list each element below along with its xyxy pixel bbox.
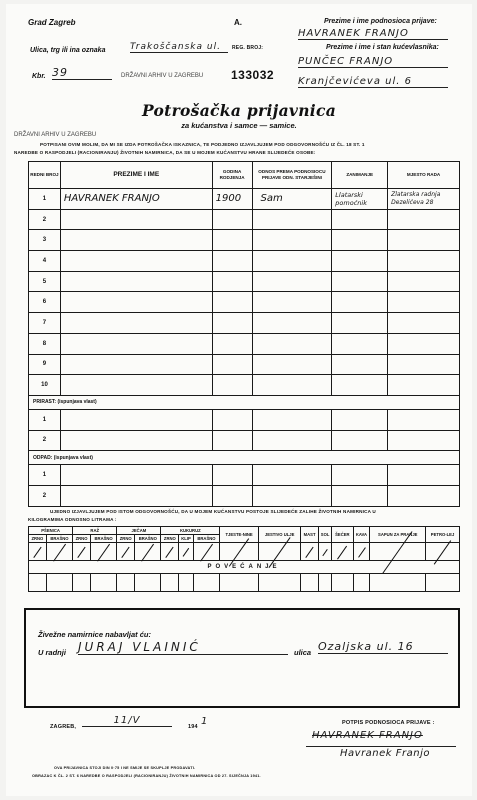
row-number: 1 [29, 189, 61, 210]
empty-cell [212, 292, 252, 313]
empty-cell [252, 465, 332, 486]
empty-cell [212, 354, 252, 375]
intro-text-2: NAREDBE O RASPODJELI (RACIONIRANJU) ŽIVOTNIH NAMIRNICA, DA SE U MOJEM KUĆANSTVU HRANE SLIJEDEĆE OSOBE: [14, 150, 316, 155]
empty-cell [332, 209, 388, 230]
supply-cell [353, 574, 370, 592]
table-row [29, 409, 460, 430]
empty-cell [212, 465, 252, 486]
table-row [29, 430, 460, 451]
table-header-row [29, 162, 460, 189]
empty-cell [60, 465, 212, 486]
empty-cell [388, 409, 460, 430]
form-letter: A. [234, 18, 242, 27]
empty-cell [388, 230, 460, 251]
supply-sub-label: ZRNO [117, 535, 135, 543]
empty-cell [332, 354, 388, 375]
table-row [29, 375, 460, 396]
footer-note-1: OVA PRIJAVNICA STOJI DIN 0·75 I NE SMIJE SE SKUPLJE PRODAVATI. [54, 766, 196, 770]
footer-note-2: OBRAZAC K ČL. 2 ST. 6 NAREDBE O RASPODJELI (RACIONIRANJU) ŽIVOTNIH NAMIRNICA OD 27. SIJEČNJA 1941. [32, 774, 261, 778]
empty-cell [332, 375, 388, 396]
supply-cell [161, 574, 179, 592]
year-prefix: 194 [188, 724, 198, 730]
reg-label: REG. BROJ: [232, 45, 264, 51]
supply-cell [46, 574, 72, 592]
empty-cell [252, 313, 332, 334]
applicant-label: Prezime i ime podnosioca prijave: [324, 18, 437, 25]
supply-group-barley: JEČAM [117, 527, 161, 535]
supply-sub-label: ZRNO [73, 535, 91, 543]
supply-cell [29, 574, 47, 592]
table-row [29, 333, 460, 354]
empty-cell [60, 292, 212, 313]
shop-label: U radnji [38, 648, 66, 657]
page-title: Potrošačka prijavnica [141, 101, 337, 120]
empty-cell [332, 485, 388, 506]
form-sheet [6, 4, 472, 796]
col-header-relation: ODNOS PREMA PODNOSIOCU PRIJAVE ODN. STARJEŠINI [252, 162, 332, 189]
empty-cell [332, 313, 388, 334]
row-number: 5 [29, 271, 61, 292]
supply-group-wheat: PŠENICA [29, 527, 73, 535]
empty-cell [212, 251, 252, 272]
empty-cell [332, 333, 388, 354]
supply-group-oil: JESTIVO ULJE [259, 527, 301, 543]
table-row [29, 209, 460, 230]
supply-cell [161, 543, 179, 561]
empty-cell [252, 333, 332, 354]
supplies-increase-row [29, 574, 460, 592]
member-relation: Sam [252, 189, 332, 210]
empty-cell [252, 251, 332, 272]
supply-sub-label: KLIP [179, 535, 194, 543]
street-value: Trakoščanska ul. [130, 42, 228, 53]
supply-cell [73, 574, 91, 592]
supply-cell [426, 574, 460, 592]
empty-cell [388, 271, 460, 292]
member-workplace: Zlatarska radnja Dezelićeva 28 [388, 189, 460, 210]
row-number: 2 [29, 430, 61, 451]
row-number: 1 [29, 409, 61, 430]
supply-group-petroleum: PETRO-LEJ [426, 527, 460, 543]
empty-cell [388, 251, 460, 272]
supply-group-lard: MAST [301, 527, 319, 543]
empty-cell [388, 333, 460, 354]
street-label: Ulica, trg ili ina oznaka [30, 47, 106, 54]
col-header-name: PREZIME I IME [60, 162, 212, 189]
archive-stamp-2: DRŽAVNI ARHIV U ZAGREBU [14, 132, 97, 138]
empty-cell [388, 430, 460, 451]
supply-cell [370, 543, 426, 561]
applicant-value: HAVRANEK FRANJO [298, 28, 448, 40]
empty-cell [252, 271, 332, 292]
member-year: 1900 [212, 189, 252, 210]
signature-line [306, 746, 456, 747]
supply-cell [135, 574, 161, 592]
date-value: 11/V [82, 715, 172, 727]
empty-cell [252, 375, 332, 396]
empty-cell [212, 230, 252, 251]
empty-cell [60, 430, 212, 451]
empty-cell [60, 333, 212, 354]
row-number: 1 [29, 465, 61, 486]
row-number: 9 [29, 354, 61, 375]
supplies-values-row [29, 543, 460, 561]
supplies-text-2: KILOGRAMIMA ODNOSNO LITRAMA : [28, 517, 117, 522]
row-number: 3 [29, 230, 61, 251]
supply-cell [220, 543, 259, 561]
empty-cell [332, 292, 388, 313]
house-value: 39 [52, 66, 112, 80]
supply-sub-label: ZRNO [29, 535, 47, 543]
empty-cell [252, 230, 332, 251]
archive-stamp: DRŽAVNI ARHIV U ZAGREBU [121, 73, 204, 79]
supply-cell [179, 574, 194, 592]
owner-address: Kranjčevićeva ul. 6 [298, 76, 448, 88]
empty-cell [60, 313, 212, 334]
city-label: Grad Zagreb [28, 18, 76, 27]
departure-section-label: ODPAD: (ispunjava vlast) [29, 451, 460, 465]
supply-group-salt: SOL [318, 527, 331, 543]
empty-cell [212, 375, 252, 396]
supply-cell [318, 543, 331, 561]
empty-cell [212, 313, 252, 334]
supply-cell [259, 574, 301, 592]
table-row [29, 292, 460, 313]
supply-sub-label: ZRNO [161, 535, 179, 543]
supply-cell [179, 543, 194, 561]
supply-cell [193, 543, 219, 561]
empty-cell [212, 485, 252, 506]
empty-cell [388, 292, 460, 313]
empty-cell [252, 485, 332, 506]
empty-cell [388, 209, 460, 230]
empty-cell [332, 465, 388, 486]
empty-cell [332, 230, 388, 251]
supply-cell [193, 574, 219, 592]
row-number: 7 [29, 313, 61, 334]
supply-cell [301, 574, 319, 592]
row-number: 4 [29, 251, 61, 272]
col-header-workplace: MJESTO RADA [388, 162, 460, 189]
reg-number: 133032 [231, 68, 275, 82]
row-number: 6 [29, 292, 61, 313]
table-row [29, 313, 460, 334]
empty-cell [60, 271, 212, 292]
empty-cell [388, 485, 460, 506]
purchase-box [24, 608, 460, 708]
row-number: 8 [29, 333, 61, 354]
empty-cell [212, 271, 252, 292]
shop-value: JURAJ VLAINIĆ [78, 640, 288, 655]
row-number: 2 [29, 485, 61, 506]
supply-cell [301, 543, 319, 561]
supply-cell [73, 543, 91, 561]
supply-group-soap: SAPUN ZA PRANJE [370, 527, 426, 543]
empty-cell [212, 430, 252, 451]
place-label: ZAGREB, [50, 724, 77, 730]
signature-print: HAVRANEK FRANJO [312, 730, 423, 741]
empty-cell [388, 354, 460, 375]
empty-cell [60, 354, 212, 375]
empty-cell [60, 485, 212, 506]
supply-group-coffee: KAVA [353, 527, 370, 543]
table-row [29, 271, 460, 292]
row-number: 10 [29, 375, 61, 396]
supply-group-rye: RAŽ [73, 527, 117, 535]
table-row [29, 230, 460, 251]
year-suffix: 1 [201, 716, 209, 727]
supply-cell [353, 543, 370, 561]
empty-cell [60, 230, 212, 251]
member-name: HAVRANEK FRANJO [60, 189, 212, 210]
owner-value: PUNČEC FRANJO [298, 56, 448, 68]
empty-cell [332, 271, 388, 292]
supplies-text-1: UJEDNO IZJAVLJUJEM POD ISTOM ODGOVORNOŠĆU, DA U MOJEM KUĆANSTVU POSTOJE SLIJEDEĆE ZALIHE ŽIVOTNIH NAMIRNICA U [50, 509, 376, 514]
member-occupation: Llatarski pomoćnik [332, 189, 388, 210]
owner-label: Prezime i ime i stan kućevlasnika: [326, 44, 439, 51]
empty-cell [332, 430, 388, 451]
supply-cell [135, 543, 161, 561]
supply-cell [46, 543, 72, 561]
supply-cell [332, 574, 353, 592]
empty-cell [332, 409, 388, 430]
empty-cell [60, 375, 212, 396]
table-row [29, 189, 460, 210]
empty-cell [332, 251, 388, 272]
empty-cell [60, 251, 212, 272]
empty-cell [388, 313, 460, 334]
supply-sub-label: BRAŠNO [135, 535, 161, 543]
signature-label: POTPIS PODNOSIOCA PRIJAVE : [342, 720, 435, 726]
supply-cell [90, 574, 116, 592]
empty-cell [252, 354, 332, 375]
supply-group-corn: KUKURUZ [161, 527, 220, 535]
empty-cell [252, 292, 332, 313]
table-row [29, 485, 460, 506]
empty-cell [212, 409, 252, 430]
supply-group-pasta: TJESTE-NINE [220, 527, 259, 543]
empty-cell [60, 409, 212, 430]
empty-cell [388, 375, 460, 396]
supply-sub-label: BRAŠNO [90, 535, 116, 543]
supply-cell [29, 543, 47, 561]
empty-cell [212, 333, 252, 354]
signature-hand: Havranek Franjo [340, 748, 430, 759]
arrival-section-label: PRIRAST: (ispunjava vlast) [29, 395, 460, 409]
supply-cell [117, 574, 135, 592]
empty-cell [60, 209, 212, 230]
supply-sub-label: BRAŠNO [46, 535, 72, 543]
empty-cell [212, 209, 252, 230]
supplies-table [28, 526, 460, 592]
purchase-heading: Živežne namirnice nabavljat ću: [38, 630, 151, 639]
supply-cell [220, 574, 259, 592]
supply-cell [259, 543, 301, 561]
empty-cell [252, 209, 332, 230]
supply-cell [318, 574, 331, 592]
increase-label: POVEĆANJE [29, 561, 460, 574]
shop-street-label: ulica [294, 648, 312, 657]
col-header-year: GODINA RODJENJA [212, 162, 252, 189]
row-number: 2 [29, 209, 61, 230]
members-table [28, 161, 460, 507]
supply-cell [117, 543, 135, 561]
table-row [29, 465, 460, 486]
supply-sub-label: BRAŠNO [193, 535, 219, 543]
house-label: Kbr. [32, 73, 46, 80]
supply-group-sugar: ŠEĆER [332, 527, 353, 543]
intro-text-1: POTPISANI OVIM MOLIM, DA MI SE IZDA POTROŠAČKA ISKAZNICA, TE PODJEDNO IZJAVLJUJEM POD ODGOVORNOŠĆU IZ ČL. 18 ST. 1 [40, 142, 365, 147]
supply-cell [90, 543, 116, 561]
col-header-occupation: ZANIMANJE [332, 162, 388, 189]
supply-cell [370, 574, 426, 592]
empty-cell [388, 465, 460, 486]
table-row [29, 354, 460, 375]
empty-cell [252, 430, 332, 451]
supply-cell [426, 543, 460, 561]
col-header-no: REDNI BROJ [29, 162, 61, 189]
table-row [29, 251, 460, 272]
supply-cell [332, 543, 353, 561]
shop-street-value: Ozaljska ul. 16 [318, 640, 448, 654]
empty-cell [252, 409, 332, 430]
page-subtitle: za kućanstva i samce — samice. [181, 121, 297, 130]
